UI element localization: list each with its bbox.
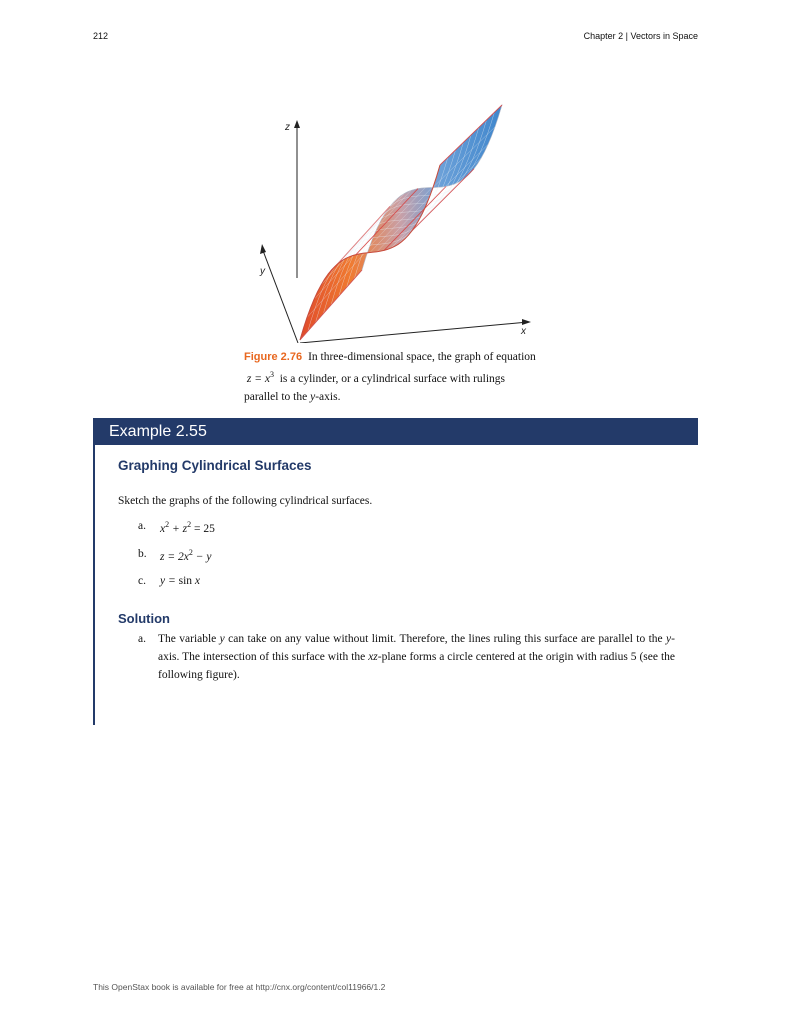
list-marker: c. bbox=[138, 575, 146, 587]
caption-equation: z = x bbox=[246, 373, 270, 385]
caption-text-2: is a cylinder, or a cylindrical surface with rulings bbox=[279, 373, 506, 385]
list-marker: b. bbox=[138, 548, 147, 560]
cylindrical-surface bbox=[300, 105, 502, 340]
footer-note: This OpenStax book is available for free at http://cnx.org/content/col11966/1.2 bbox=[93, 982, 386, 992]
x-axis-arrow bbox=[522, 319, 531, 325]
caption-equation-exponent: 3 bbox=[269, 370, 274, 379]
example-header-bar bbox=[93, 418, 698, 445]
figure-caption bbox=[244, 348, 554, 406]
list-item bbox=[138, 548, 338, 566]
caption-text-3: parallel to the bbox=[244, 391, 311, 403]
list-equation: $z = 2x^2 - y$ bbox=[160, 548, 212, 563]
z-axis-label: z bbox=[285, 122, 290, 133]
chapter-title: Chapter 2 | Vectors in Space bbox=[583, 31, 698, 41]
solution-marker: a. bbox=[138, 633, 146, 645]
solution-item-a bbox=[138, 630, 675, 684]
y-axis-arrow bbox=[260, 244, 266, 254]
list-equation: $x^2 + z^2 = 25$ bbox=[160, 520, 215, 535]
page-number: 212 bbox=[93, 31, 109, 41]
example-title: Example 2.55 bbox=[109, 423, 207, 440]
list-item bbox=[138, 575, 338, 593]
ruling-line bbox=[307, 248, 369, 318]
list-equation: y = sin x bbox=[160, 575, 201, 587]
figure-cylinder-plot bbox=[250, 68, 540, 343]
figure-label: Figure 2.76 bbox=[244, 351, 303, 363]
caption-var-y: y bbox=[310, 391, 316, 403]
solution-text: The variable y can take on any value without limit. Therefore, the lines ruling this surface are parallel to the y-axis. The intersection of this surface with the xz-plane forms a circle centered at the origin with radius 5 (see the following figure). bbox=[158, 633, 675, 681]
y-axis bbox=[262, 248, 298, 343]
surface-plot bbox=[250, 68, 540, 343]
example-left-rule bbox=[93, 445, 95, 725]
solution-title: Solution bbox=[118, 611, 170, 626]
list-marker: a. bbox=[138, 520, 146, 532]
list-item bbox=[138, 520, 338, 538]
z-axis-arrow bbox=[294, 120, 300, 128]
y-axis-label: y bbox=[260, 266, 265, 277]
example-intro: Sketch the graphs of the following cylindrical surfaces. bbox=[118, 495, 373, 507]
x-axis bbox=[300, 322, 528, 343]
caption-text-1: In three-dimensional space, the graph of equation bbox=[308, 351, 536, 363]
example-subtitle: Graphing Cylindrical Surfaces bbox=[118, 458, 312, 473]
caption-text-3-end: -axis. bbox=[315, 391, 341, 403]
x-axis-label: x bbox=[521, 326, 526, 337]
